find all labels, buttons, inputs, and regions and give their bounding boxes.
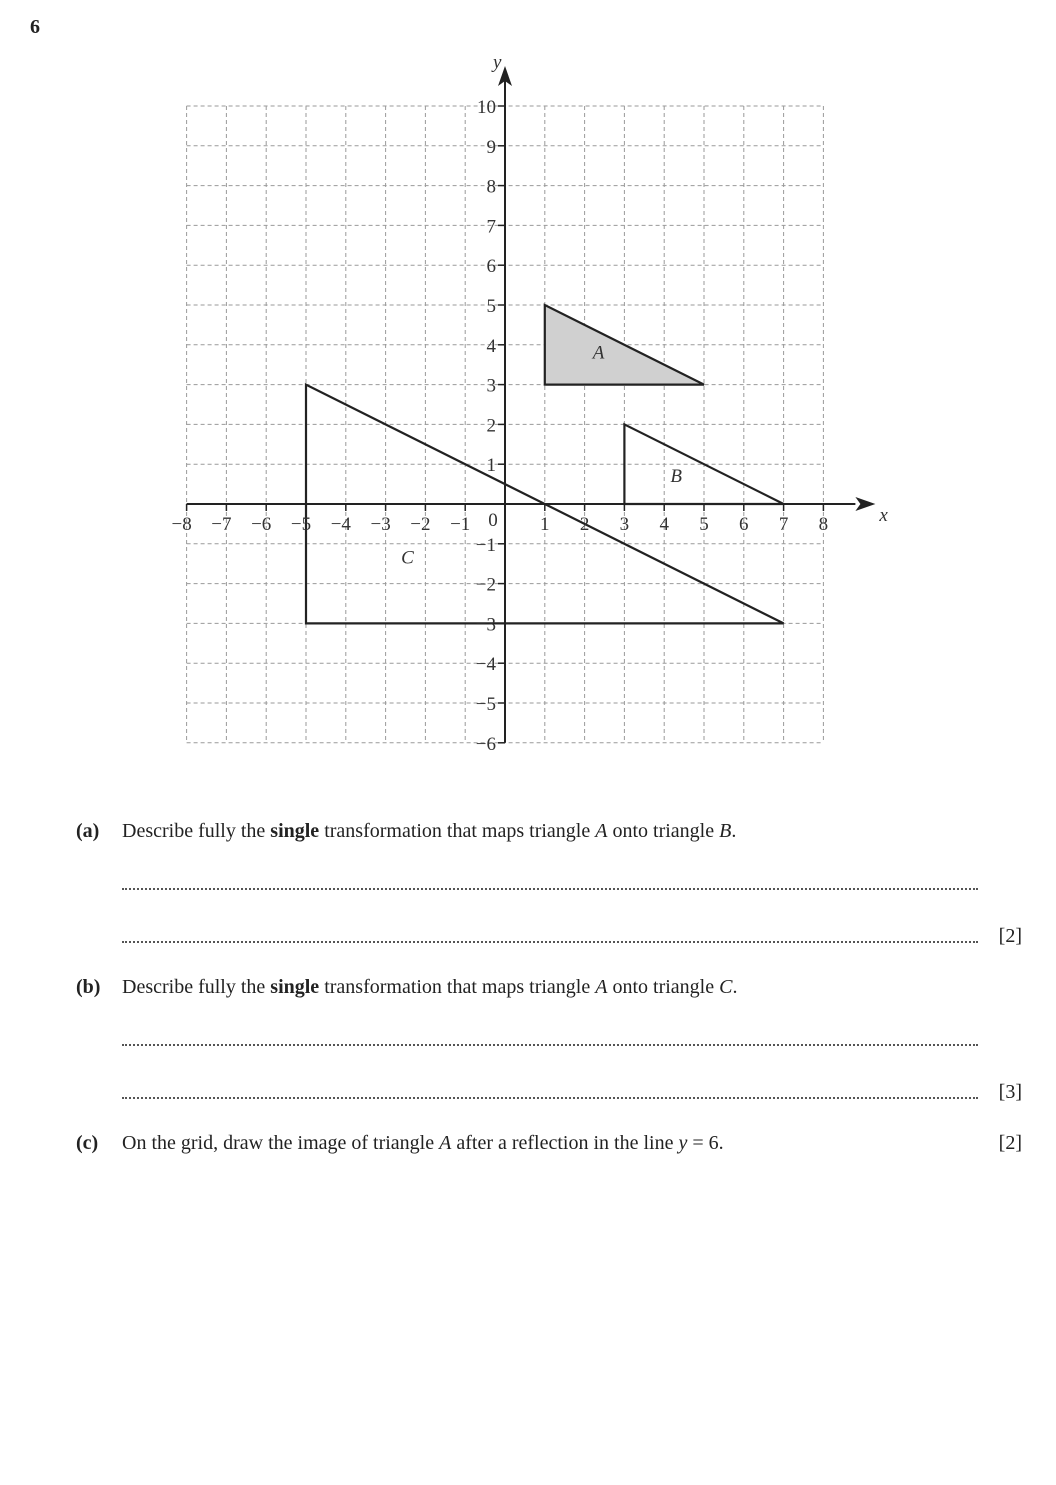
answer-line-a1[interactable] xyxy=(122,888,978,890)
y-tick-label: −5 xyxy=(475,694,496,715)
y-axis-label: y xyxy=(493,52,502,73)
part-a-question: Describe fully the single transformation that maps triangle A onto triangle B. xyxy=(122,820,737,842)
x-tick-label: −7 xyxy=(211,514,232,535)
answer-line-b2[interactable] xyxy=(122,1097,978,1099)
x-tick-label: −1 xyxy=(450,514,471,535)
part-b-label: (b) xyxy=(76,976,101,998)
y-tick-label: −2 xyxy=(475,574,496,596)
x-tick-label: −2 xyxy=(410,514,431,535)
x-tick-label: 3 xyxy=(619,514,630,535)
y-tick-label: 10 xyxy=(477,97,496,118)
x-tick-label: 7 xyxy=(778,514,789,535)
part-b-marks: [3] xyxy=(998,1081,1022,1103)
triangle-b-label: B xyxy=(670,466,682,488)
y-tick-label: 4 xyxy=(486,335,496,357)
x-tick-label: 1 xyxy=(540,514,550,535)
part-c-label: (c) xyxy=(76,1132,99,1154)
triangle-c-label: C xyxy=(401,547,414,569)
x-tick-label: −5 xyxy=(290,514,312,535)
y-tick-label: −3 xyxy=(475,614,496,636)
y-tick-label: 3 xyxy=(486,375,496,397)
x-axis-arrow-icon xyxy=(855,497,875,511)
y-tick-label: −4 xyxy=(475,654,496,676)
x-tick-label: −3 xyxy=(370,514,391,535)
answer-line-a2[interactable] xyxy=(122,941,978,943)
part-a-label: (a) xyxy=(76,820,100,842)
part-b-question: Describe fully the single transformation that maps triangle A onto triangle C. xyxy=(122,976,738,998)
y-tick-label: 2 xyxy=(486,415,496,437)
part-a-marks: [2] xyxy=(998,925,1022,947)
x-tick-label: 2 xyxy=(579,514,590,535)
y-tick-label: −1 xyxy=(475,534,496,556)
x-tick-label: 5 xyxy=(699,514,709,535)
x-tick-label: 4 xyxy=(659,514,669,535)
x-tick-label: −8 xyxy=(171,514,192,535)
origin-label: 0 xyxy=(488,510,498,531)
answer-line-b1[interactable] xyxy=(122,1044,978,1046)
x-tick-label: 8 xyxy=(818,514,829,535)
y-tick-label: 5 xyxy=(486,296,496,317)
y-tick-label: 8 xyxy=(486,176,496,198)
x-tick-label: −4 xyxy=(330,514,351,535)
x-axis-label: x xyxy=(879,505,888,526)
y-tick-label: 6 xyxy=(486,256,496,278)
x-tick-label: 6 xyxy=(739,514,749,535)
question-number: 6 xyxy=(30,16,40,38)
y-tick-label: 9 xyxy=(486,136,496,158)
y-tick-label: 7 xyxy=(486,216,496,238)
y-tick-label: −6 xyxy=(475,733,496,755)
y-tick-label: 1 xyxy=(486,455,496,477)
part-c-question: On the grid, draw the image of triangle A after a reflection in the line y = 6. xyxy=(122,1132,724,1154)
part-c-marks: [2] xyxy=(998,1132,1022,1154)
x-tick-label: −6 xyxy=(251,514,272,535)
triangle-a-label: A xyxy=(592,342,605,364)
